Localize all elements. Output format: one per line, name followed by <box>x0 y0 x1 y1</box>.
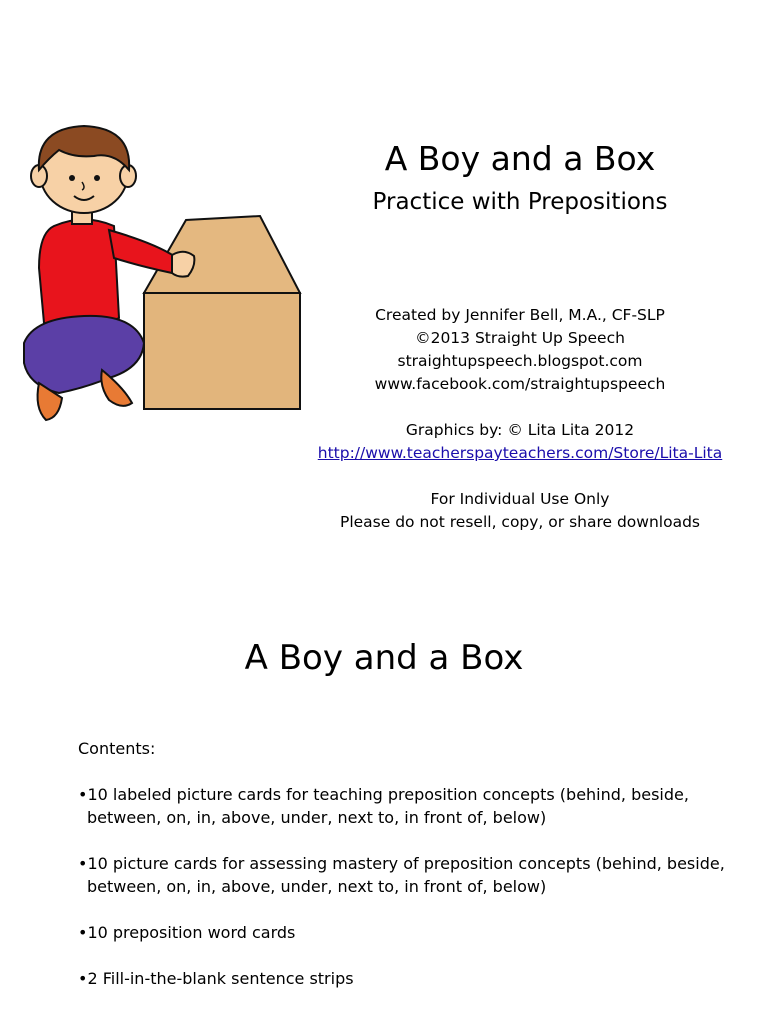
contents-label: Contents: <box>78 739 156 758</box>
contents-slide-title: A Boy and a Box <box>244 638 524 678</box>
list-item-line: •2 Fill-in-the-blank sentence strips <box>78 969 354 988</box>
facebook-url: www.facebook.com/straightupspeech <box>374 375 666 393</box>
list-item <box>78 852 738 898</box>
contents-list <box>78 737 738 990</box>
resell-notice: Please do not resell, copy, or share downloads <box>339 513 700 531</box>
graphics-store-link[interactable]: http://www.teacherspayteachers.com/Store/Lita-Lita <box>317 444 723 462</box>
cover-title: A Boy and a Box <box>384 139 656 178</box>
copyright-text: ©2013 Straight Up Speech <box>415 329 625 347</box>
list-item <box>78 783 738 829</box>
list-item-line: •10 preposition word cards <box>78 923 296 942</box>
created-by-text: Created by Jennifer Bell, M.A., CF-SLP <box>375 306 665 324</box>
list-item-line: between, on, in, above, under, next to, in front of, below) <box>87 808 547 827</box>
list-item-line: between, on, in, above, under, next to, in front of, below) <box>87 877 547 896</box>
credits-block <box>290 304 750 534</box>
list-item-line: •10 labeled picture cards for teaching preposition concepts (behind, beside, <box>78 785 689 804</box>
contents-slide <box>0 600 768 1024</box>
cover-subtitle: Practice with Prepositions <box>372 189 668 215</box>
list-item-line: •10 picture cards for assessing mastery of preposition concepts (behind, beside, <box>78 854 725 873</box>
boy-and-box-illustration <box>14 118 314 428</box>
list-item <box>78 921 738 944</box>
graphics-credit: Graphics by: © Lita Lita 2012 <box>405 421 635 439</box>
cardboard-box <box>144 216 300 409</box>
list-item <box>78 967 738 990</box>
usage-text: For Individual Use Only <box>430 490 610 508</box>
blog-url: straightupspeech.blogspot.com <box>397 352 643 370</box>
